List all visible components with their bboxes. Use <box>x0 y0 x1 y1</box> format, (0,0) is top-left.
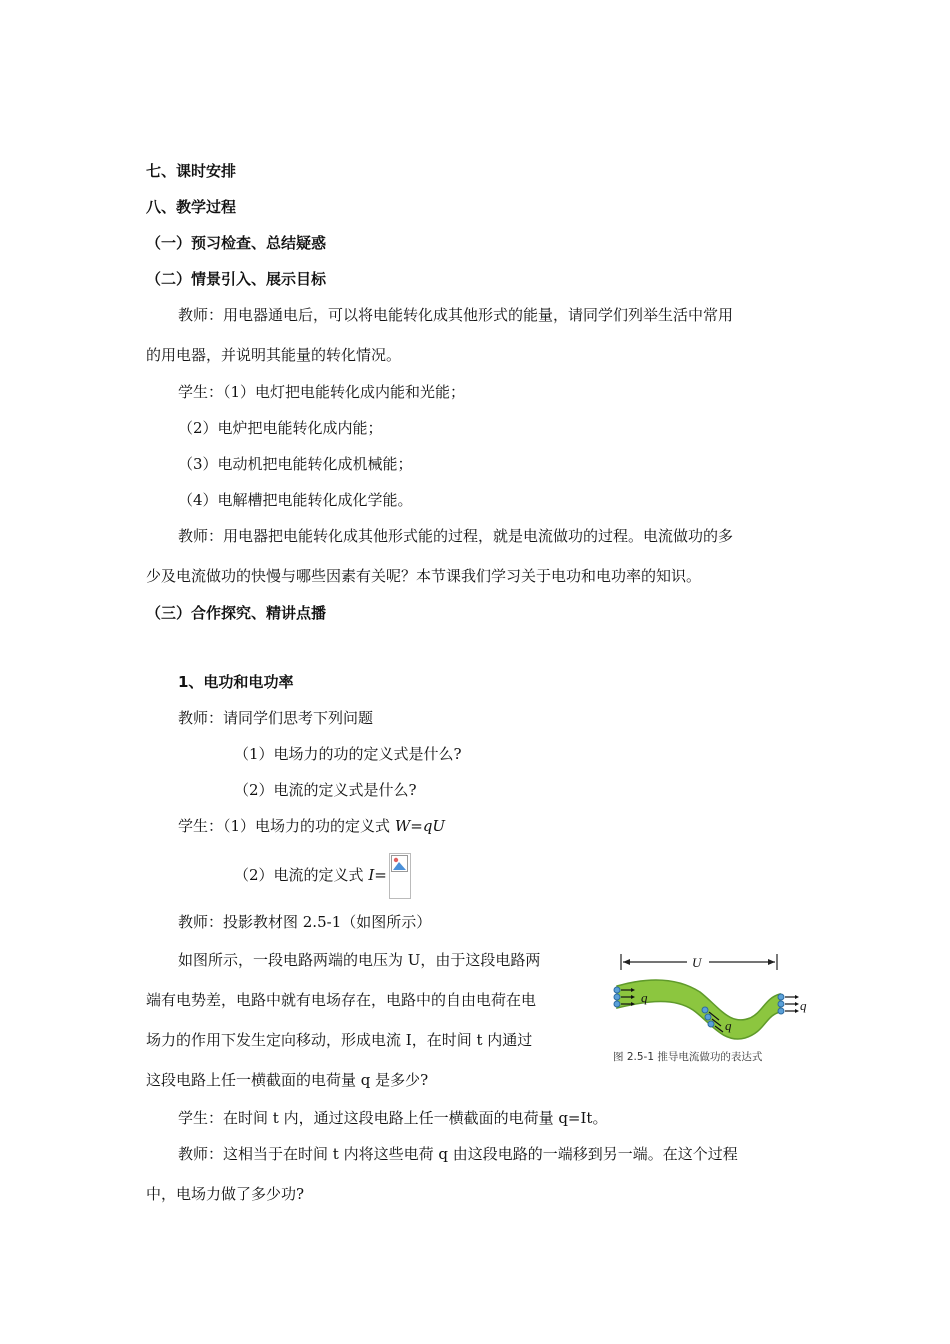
subsection-heading: （二）情景引入、展示目标 <box>146 270 327 288</box>
paragraph-line: 这段电路上任一横截面的电荷量 q 是多少? <box>146 1071 429 1089</box>
answer-text: 学生：（1）电场力的功的定义式 <box>178 817 395 835</box>
answer-line <box>178 816 445 836</box>
paragraph-line: 场力的作用下发生定向移动，形成电流 I，在时间 t 内通过 <box>146 1031 533 1049</box>
paragraph-line: 学生：在时间 t 内，通过这段电路上任一横截面的电荷量 q=It。 <box>178 1109 608 1127</box>
list-item: （3）电动机把电能转化成机械能； <box>178 455 413 473</box>
paragraph-line: 端有电势差，电路中就有电场存在，电路中的自由电荷在电 <box>146 991 537 1009</box>
figure-label-q: q <box>641 990 648 1005</box>
subsection-heading: （一）预习检查、总结疑惑 <box>146 234 327 252</box>
topic-heading: 1、电功和电功率 <box>178 673 294 691</box>
question-item: （2）电流的定义式是什么? <box>234 781 417 799</box>
answer-text: （2）电流的定义式 <box>234 866 369 884</box>
question-item: （1）电场力的功的定义式是什么? <box>234 745 462 763</box>
paragraph-line: 少及电流做功的快慢与哪些因素有关呢？本节课我们学习关于电功和电功率的知识。 <box>146 567 702 585</box>
paragraph-line: 教师：这相当于在时间 t 内将这些电荷 q 由这段电路的一端移到另一端。在这个过程 <box>178 1145 738 1163</box>
paragraph-line: 教师：用电器通电后，可以将电能转化成其他形式的能量，请同学们列举生活中常用 <box>178 306 734 324</box>
list-item: （4）电解槽把电能转化成化学能。 <box>178 491 413 509</box>
list-item: 学生：（1）电灯把电能转化成内能和光能； <box>178 383 466 401</box>
list-item: （2）电炉把电能转化成内能； <box>178 419 383 437</box>
figure-circuit <box>605 948 810 1068</box>
figure-caption: 图 2.5-1 推导电流做功的表达式 <box>613 1051 763 1063</box>
section-heading: 七、课时安排 <box>146 162 237 180</box>
broken-image-icon <box>391 855 408 872</box>
figure-label-q: q <box>725 1018 732 1033</box>
paragraph-line: 如图所示，一段电路两端的电压为 U，由于这段电路两 <box>178 951 541 969</box>
paragraph-line: 教师：投影教材图 2.5-1（如图所示） <box>178 913 432 931</box>
figure-drawing <box>605 948 810 1068</box>
subsection-heading: （三）合作探究、精讲点播 <box>146 604 327 622</box>
figure-label-q: q <box>800 998 807 1013</box>
paragraph-line: 教师：请同学们思考下列问题 <box>178 709 374 727</box>
paragraph-line: 的用电器，并说明其能量的转化情况。 <box>146 346 402 364</box>
formula-image-placeholder <box>389 853 411 899</box>
figure-label-u: U <box>692 955 702 970</box>
answer-line <box>234 852 411 898</box>
section-heading: 八、教学过程 <box>146 198 237 216</box>
paragraph-line: 中，电场力做了多少功? <box>146 1185 305 1203</box>
formula-current: I= <box>368 866 387 884</box>
paragraph-line: 教师：用电器把电能转化成其他形式能的过程，就是电流做功的过程。电流做功的多 <box>178 527 734 545</box>
formula-work: W=qU <box>394 817 446 835</box>
